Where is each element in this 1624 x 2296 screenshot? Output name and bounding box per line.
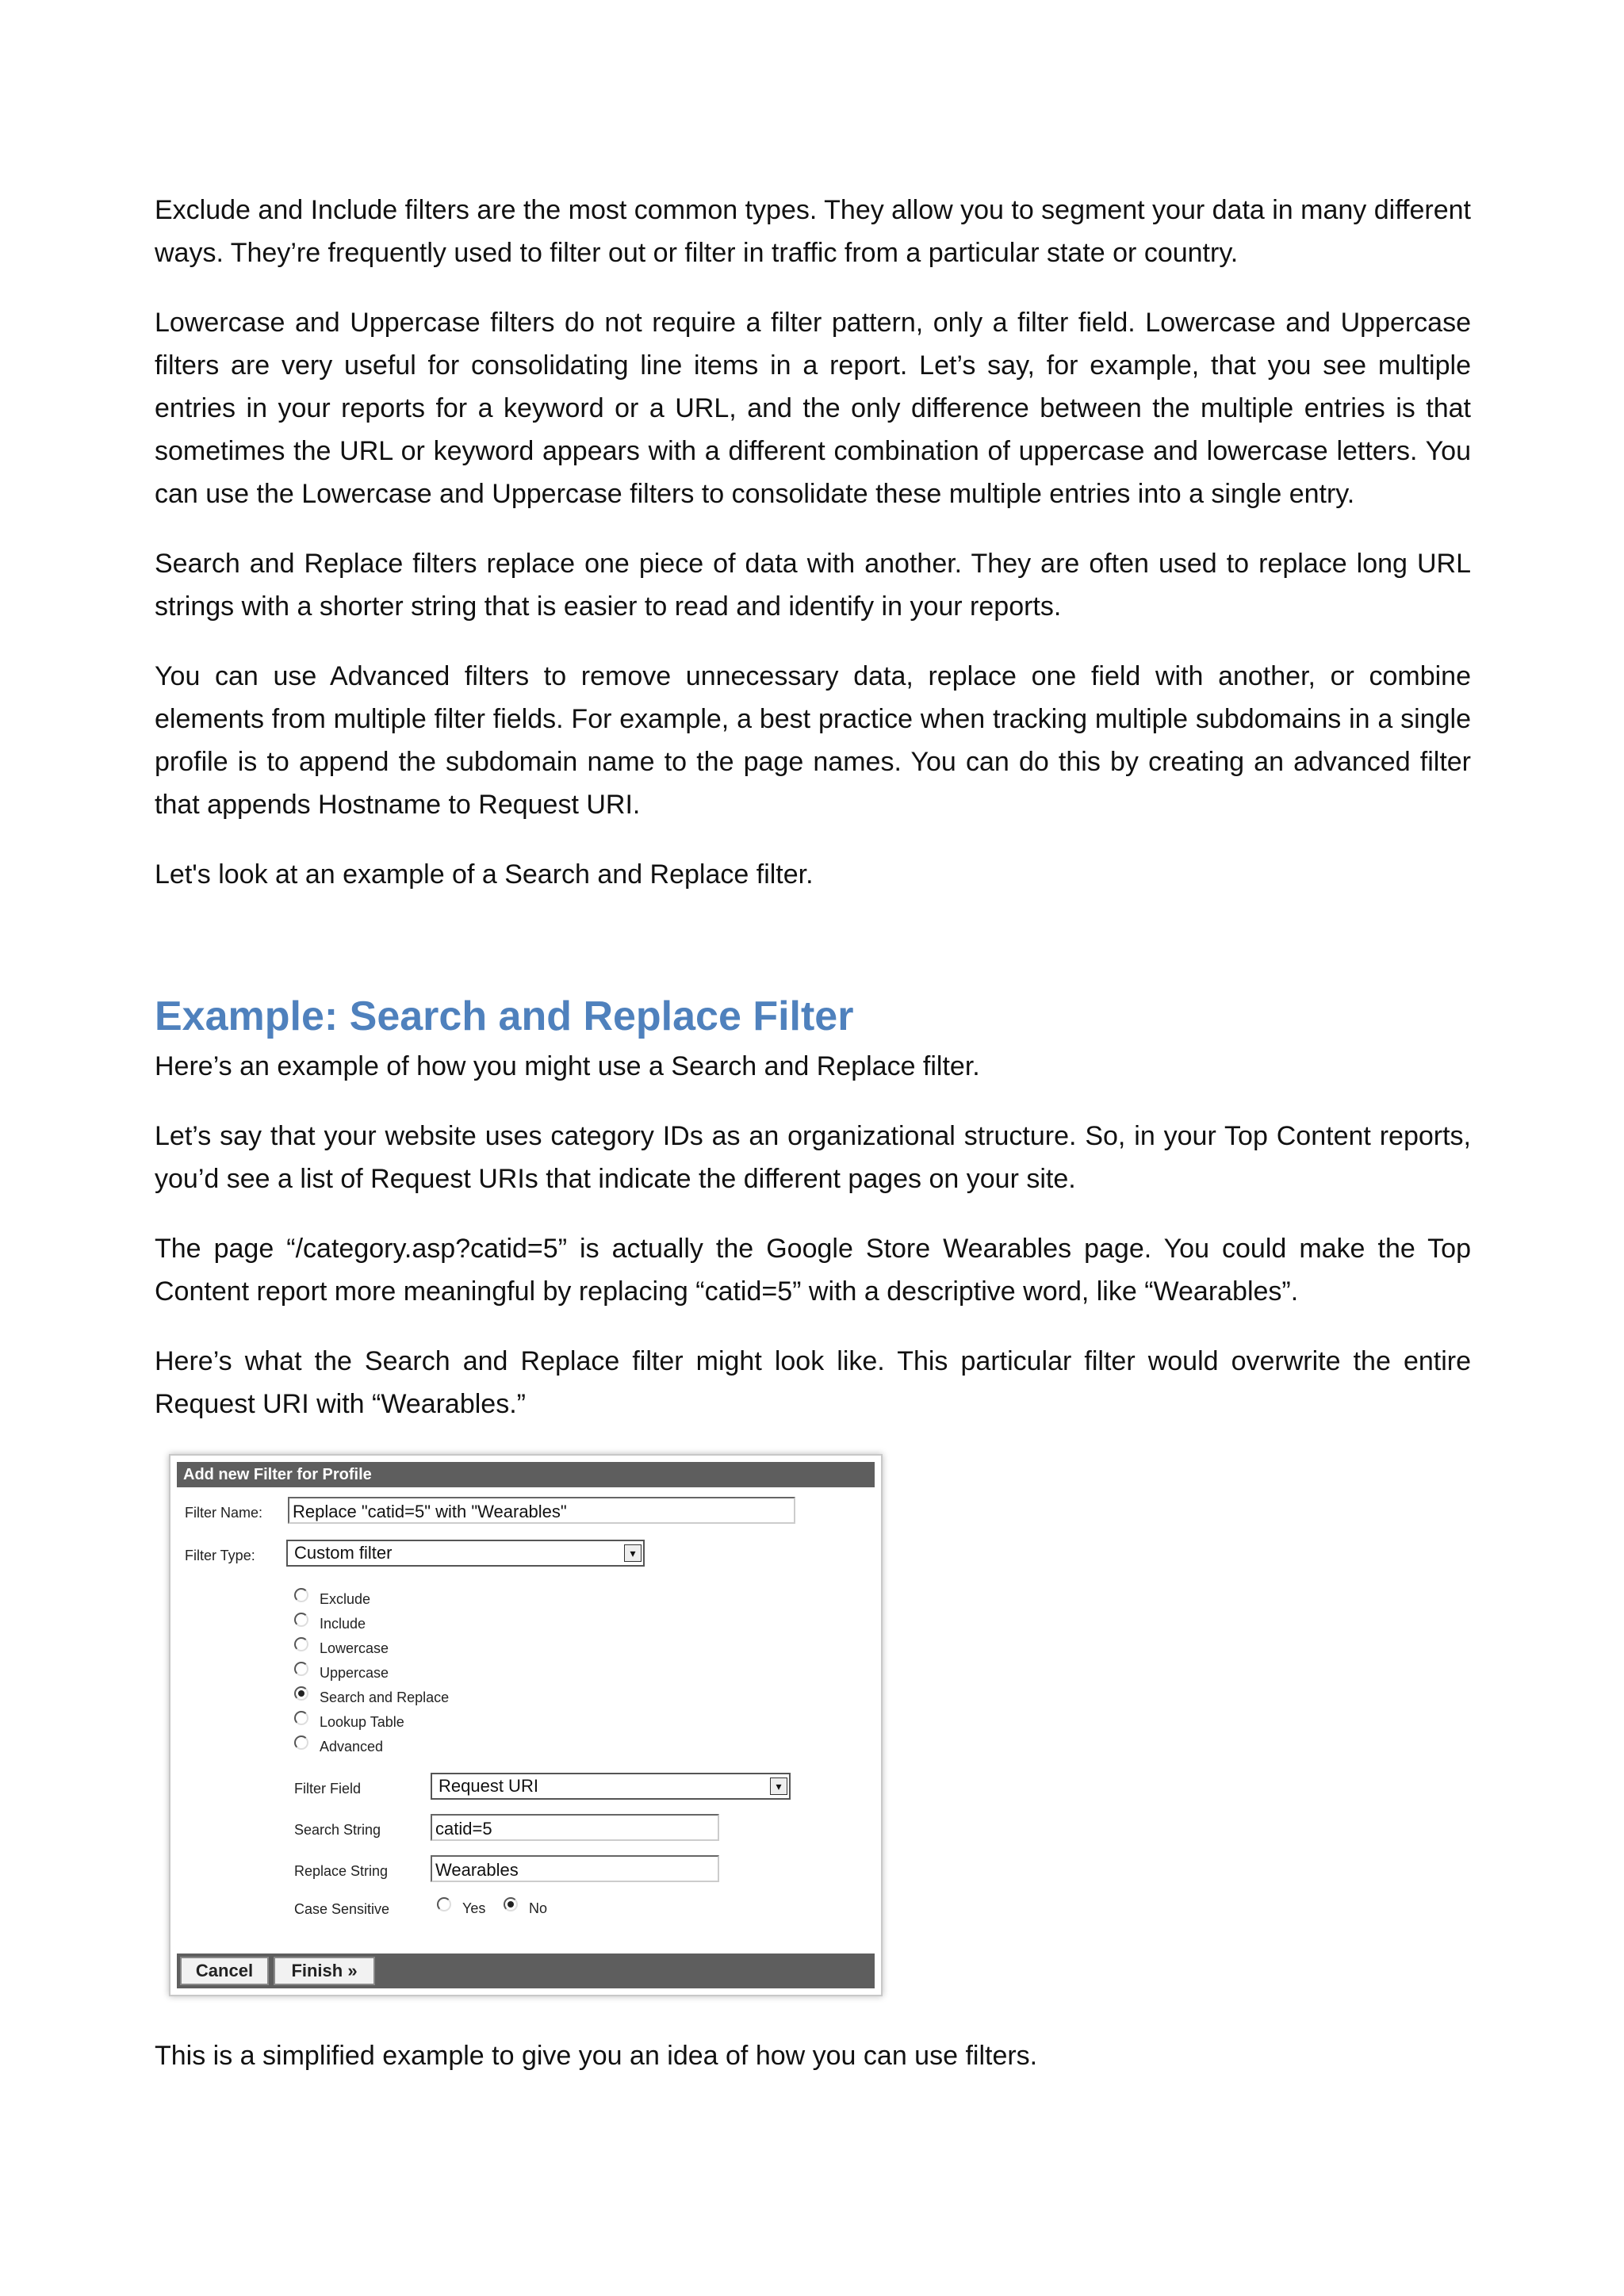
paragraph-lowercase-uppercase: Lowercase and Uppercase filters do not require a filter pattern, only a filter field. Lowercase and Uppercase filters are very useful for consolidating line items in a report. Let’s say, for example, that you see multiple entries in your reports for a keyword or a URL, and the only difference between the multiple entries is that sometimes the URL or keyword appears with a different combination of uppercase and lowercase letters. You can use the Lowercase and Uppercase filters to consolidate these multiple entries into a single entry. xyxy=(155,308,1471,509)
radio-button[interactable] xyxy=(294,1637,308,1651)
search-string-label: Search String xyxy=(294,1822,381,1838)
radio-button[interactable] xyxy=(294,1613,308,1627)
replace-string-label: Replace String xyxy=(294,1863,389,1879)
radio-button[interactable] xyxy=(294,1588,308,1602)
dropdown-arrow-icon: ▾ xyxy=(770,1777,787,1795)
filter-field-label: Filter Field xyxy=(294,1781,362,1797)
radio-button[interactable] xyxy=(294,1662,308,1676)
radio-uppercase[interactable]: Uppercase xyxy=(294,1661,389,1685)
radio-button[interactable] xyxy=(437,1897,451,1911)
radio-case-yes[interactable]: Yes xyxy=(437,1896,485,1920)
dialog-title: Add new Filter for Profile xyxy=(177,1462,875,1487)
radio-button[interactable] xyxy=(294,1711,308,1725)
radio-button-selected[interactable] xyxy=(294,1686,308,1701)
radio-include[interactable]: Include xyxy=(294,1612,366,1636)
search-string-input[interactable]: catid=5 xyxy=(431,1814,719,1841)
paragraph-exclude-include: Exclude and Include filters are the most common types. They allow you to segment your data in many different ways. They’re frequently used to filter out or filter in traffic from a particular state or country. xyxy=(155,195,1471,268)
case-sensitive-label: Case Sensitive xyxy=(294,1901,390,1917)
paragraph-advanced: You can use Advanced filters to remove unnecessary data, replace one field with another, or combine elements from multiple filter fields. For example, a best practice when tracking multiple subdomains in a single profile is to append the subdomain name to the page names. You can do this by creating an advanced filter that appends Hostname to Request URI. xyxy=(155,661,1471,820)
radio-exclude[interactable]: Exclude xyxy=(294,1587,370,1611)
paragraph-lets-look: Let's look at an example of a Search and Replace filter. xyxy=(155,859,814,890)
filter-name-label: Filter Name: xyxy=(185,1505,263,1521)
section-heading: Example: Search and Replace Filter xyxy=(155,993,854,1039)
radio-lowercase[interactable]: Lowercase xyxy=(294,1636,389,1660)
filter-dialog-screenshot xyxy=(169,1454,883,1996)
replace-string-input[interactable]: Wearables xyxy=(431,1855,719,1882)
paragraph-wearables-page: The page “/category.asp?catid=5” is actually the Google Store Wearables page. You could make the Top Content report more meaningful by replacing “catid=5” with a descriptive word, like “Wearables”. xyxy=(155,1234,1471,1307)
finish-button[interactable]: Finish » xyxy=(274,1957,375,1985)
dialog-footer xyxy=(177,1954,875,1988)
paragraph-category-ids: Let’s say that your website uses category IDs as an organizational structure. So, in your Top Content reports, you’d see a list of Request URIs that indicate the different pages on your site. xyxy=(155,1121,1471,1194)
radio-case-no[interactable]: No xyxy=(504,1896,547,1920)
radio-lookup-table[interactable]: Lookup Table xyxy=(294,1710,404,1734)
filter-type-value: Custom filter xyxy=(294,1543,393,1563)
filter-type-label: Filter Type: xyxy=(185,1548,255,1563)
radio-button-selected[interactable] xyxy=(504,1897,518,1911)
document-content xyxy=(155,189,1471,2104)
paragraph-closing: This is a simplified example to give you an idea of how you can use filters. xyxy=(155,2041,1038,2071)
dropdown-arrow-icon: ▾ xyxy=(624,1544,642,1562)
radio-search-and-replace[interactable]: Search and Replace xyxy=(294,1686,449,1709)
radio-advanced[interactable]: Advanced xyxy=(294,1735,383,1758)
paragraph-search-replace: Search and Replace filters replace one piece of data with another. They are often used to replace long URL strings with a shorter string that is easier to read and identify in your reports. xyxy=(155,549,1471,622)
filter-field-value: Request URI xyxy=(439,1776,538,1796)
paragraph-example-intro: Here’s an example of how you might use a Search and Replace filter. xyxy=(155,1051,980,1081)
paragraph-filter-look: Here’s what the Search and Replace filter might look like. This particular filter would overwrite the entire Request URI with “Wearables.” xyxy=(155,1346,1471,1419)
filter-field-select[interactable] xyxy=(431,1773,791,1800)
filter-name-input[interactable]: Replace "catid=5" with "Wearables" xyxy=(288,1497,795,1524)
filter-type-select[interactable] xyxy=(286,1540,645,1567)
cancel-button[interactable]: Cancel xyxy=(180,1957,269,1985)
radio-button[interactable] xyxy=(294,1735,308,1750)
